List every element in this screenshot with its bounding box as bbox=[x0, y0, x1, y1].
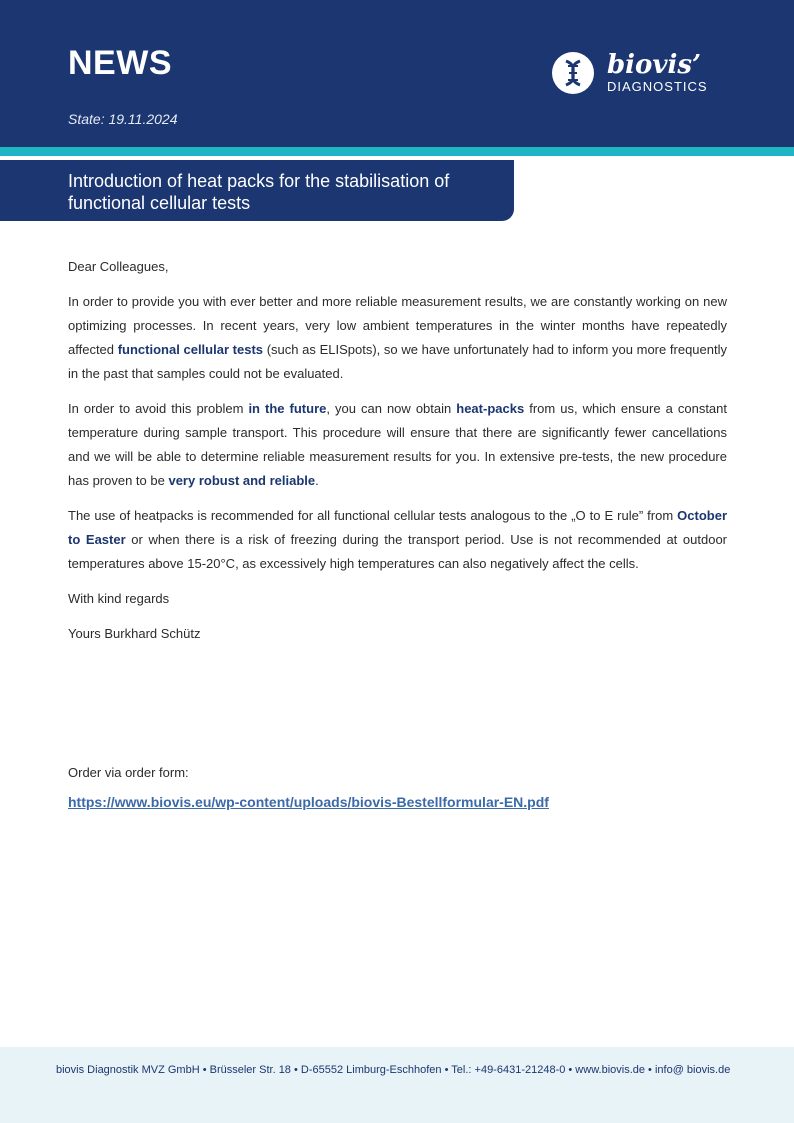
footer bbox=[0, 1047, 794, 1123]
paragraph-1 bbox=[68, 290, 727, 386]
logo-subtitle: DIAGNOSTICS bbox=[607, 79, 708, 94]
p1-text-1: In order to provide you with ever better and more reliable measurement results, we are constantly working on new optimizing processes. In recent years, very low ambient temperatures in the winter months have repeatedly affected bbox=[68, 294, 727, 357]
p3-text-2: or when there is a risk of freezing during the transport period. Use is not recommended at outdoor temperatures above 15-20°C, as excessively high temperatures can also negatively affect the cells. bbox=[68, 532, 727, 571]
header-banner bbox=[0, 0, 794, 147]
signature: Yours Burkhard Schütz bbox=[68, 626, 201, 641]
headline: Introduction of heat packs for the stabilisation of functional cellular tests bbox=[68, 171, 450, 213]
page-title: NEWS bbox=[68, 44, 172, 82]
closing: With kind regards bbox=[68, 591, 170, 606]
logo-wordmark: biovis’ bbox=[607, 50, 702, 80]
p2-text-4: . bbox=[315, 473, 319, 488]
p2-text-1: In order to avoid this problem bbox=[68, 401, 249, 416]
p3-text-1: The use of heatpacks is recommended for all functional cellular tests analogous to the „O to E rule” from bbox=[68, 508, 678, 523]
p2-text-2: , you can now obtain bbox=[326, 401, 457, 416]
headline-banner bbox=[0, 160, 514, 221]
p1-emphasis-1: functional cellular tests bbox=[117, 342, 264, 357]
p1-text-2: (such as ELISpots), so we have unfortunately had to inform you more frequently in the past that samples could not be evaluated. bbox=[68, 342, 727, 381]
order-form-link[interactable]: https://www.biovis.eu/wp-content/uploads/biovis-Bestellformular-EN.pdf bbox=[68, 794, 549, 810]
p3-emphasis-1: October to Easter bbox=[68, 508, 727, 547]
footer-contact: biovis Diagnostik MVZ GmbH • Brüsseler Str. 18 • D-65552 Limburg-Eschhofen • Tel.: +49-6431-21248-0 • www.biovis.de • info@ biovis.de bbox=[56, 1064, 731, 1076]
p2-emphasis-1: in the future bbox=[248, 401, 327, 416]
letter-body bbox=[68, 255, 727, 657]
state-date: State: 19.11.2024 bbox=[68, 111, 178, 127]
biovis-logo bbox=[552, 52, 732, 98]
dna-helix-icon bbox=[552, 52, 594, 94]
p2-text-3: from us, which ensure a constant temperature during sample transport. This procedure will ensure that there are significantly fewer cancellations and we will be able to determine reliable measurement results for you. In extensive pre-tests, the new procedure has proven to be bbox=[68, 401, 728, 488]
p2-emphasis-2: heat-packs bbox=[456, 401, 525, 416]
paragraph-3 bbox=[68, 504, 727, 576]
order-label: Order via order form: bbox=[68, 765, 189, 780]
paragraph-2 bbox=[68, 397, 727, 493]
p2-emphasis-3: very robust and reliable bbox=[168, 473, 316, 488]
accent-stripe bbox=[0, 147, 794, 156]
greeting: Dear Colleagues, bbox=[68, 259, 169, 274]
